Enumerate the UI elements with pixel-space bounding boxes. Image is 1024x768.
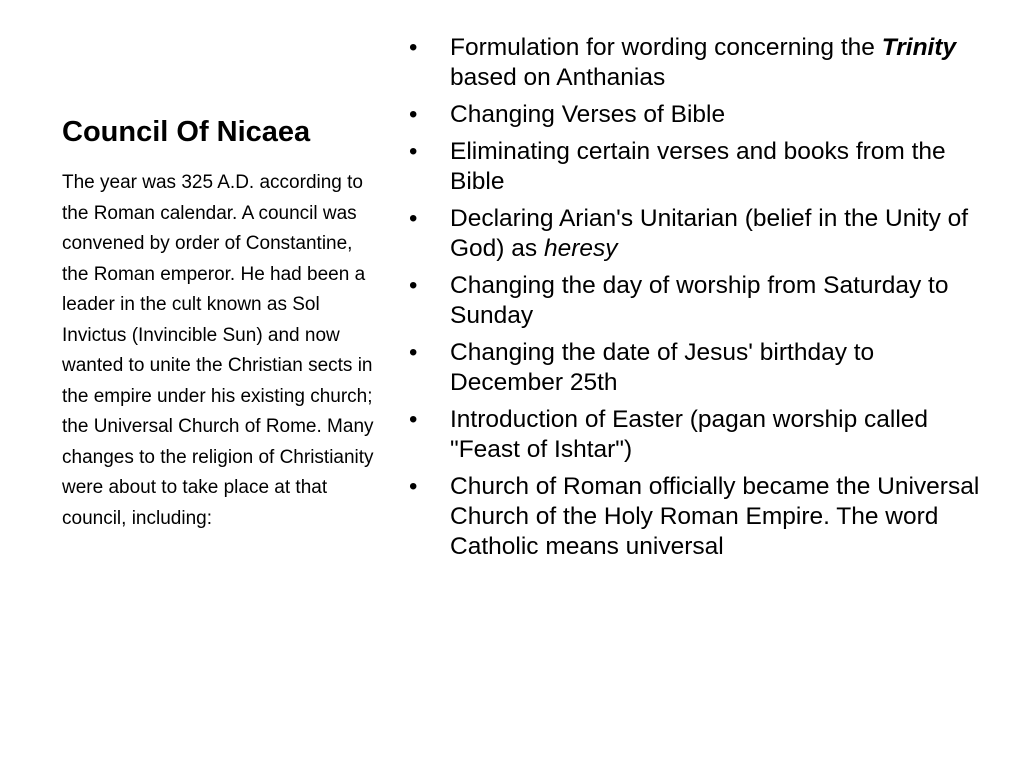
bullet-marker: • [409,406,418,433]
bullet-item [409,338,984,398]
bullet-marker: • [409,473,418,500]
slide-title: Council Of Nicaea [62,116,311,148]
bullet-marker: • [409,138,418,165]
bullet-text: Church of Roman officially became the Universal Church of the Holy Roman Empire. The word Catholic means universal [450,473,980,560]
bullet-text-part: Declaring Arian's Unitarian (belief in the Unity of God) as [450,205,969,262]
bullet-text: Introduction of Easter (pagan worship called "Feast of Ishtar") [450,406,929,463]
bullet-marker: • [409,339,418,366]
bullet-item [409,33,984,93]
bullet-marker: • [409,34,418,61]
bullet-text [450,34,956,91]
intro-paragraph: The year was 325 A.D. according to the Roman calendar. A council was convened by order of Constantine, the Roman emperor. He had been a leader in the cult known as Sol Invictus (Invincible Sun) and now wanted to unite the Christian sects in the empire under his existing church; the Universal Church of Rome. Many changes to the religion of Christianity were about to take place at that council, including: [62,172,374,529]
bullet-text-part: Formulation for wording concerning the [450,34,882,61]
bullet-item [409,405,984,465]
bullet-text: Eliminating certain verses and books from the Bible [450,138,946,195]
bullet-marker: • [409,205,418,232]
bullet-text: Changing the date of Jesus' birthday to December 25th [450,339,875,396]
bullet-text: Changing Verses of Bible [450,101,726,128]
bullet-text [450,205,968,262]
bullet-list [409,33,984,569]
bullet-item [409,100,984,130]
bullet-item [409,204,984,264]
bullet-item [409,137,984,197]
bullet-marker: • [409,272,418,299]
emphasis-trinity: Trinity [881,34,957,61]
bullet-text-part: based on Anthanias [450,64,666,91]
bullet-text: Changing the day of worship from Saturday to Sunday [450,272,949,329]
bullet-marker: • [409,101,418,128]
bullet-item [409,472,984,562]
bullet-item [409,271,984,331]
emphasis-heresy: heresy [543,235,618,262]
